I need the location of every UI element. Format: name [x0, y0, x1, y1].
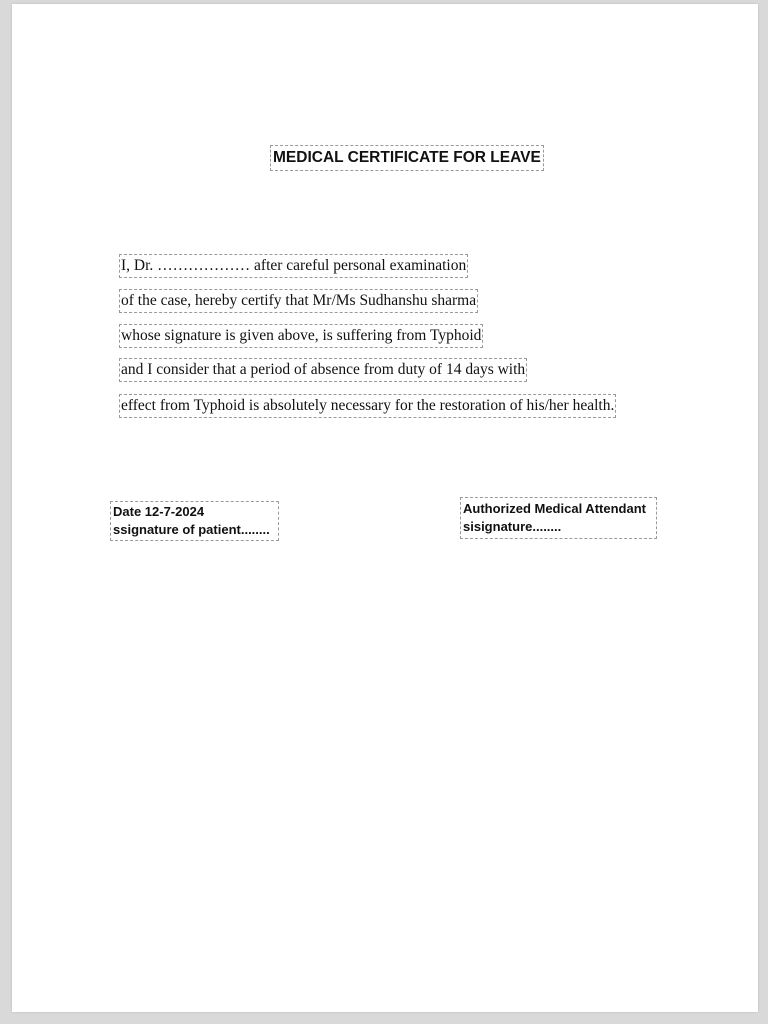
- certificate-body-line-2: of the case, hereby certify that Mr/Ms Sudhanshu sharma: [119, 289, 478, 313]
- attendant-title-label: Authorized Medical Attendant: [463, 501, 646, 516]
- certificate-title: MEDICAL CERTIFICATE FOR LEAVE: [270, 145, 544, 171]
- attendant-signature-block: [460, 497, 657, 539]
- document-page: [12, 4, 758, 1012]
- certificate-body-line-4: and I consider that a period of absence from duty of 14 days with: [119, 358, 527, 382]
- certificate-body-line-3: whose signature is given above, is suffering from Typhoid: [119, 324, 483, 348]
- patient-signature-block: [110, 501, 279, 541]
- certificate-body-line-1: I, Dr. ……………… after careful personal examination: [119, 254, 468, 278]
- patient-signature-label: ssignature of patient........: [113, 522, 270, 537]
- date-label: Date 12-7-2024: [113, 504, 205, 519]
- certificate-body-line-5: effect from Typhoid is absolutely necessary for the restoration of his/her health.: [119, 394, 616, 418]
- attendant-signature-label: sisignature........: [463, 519, 562, 534]
